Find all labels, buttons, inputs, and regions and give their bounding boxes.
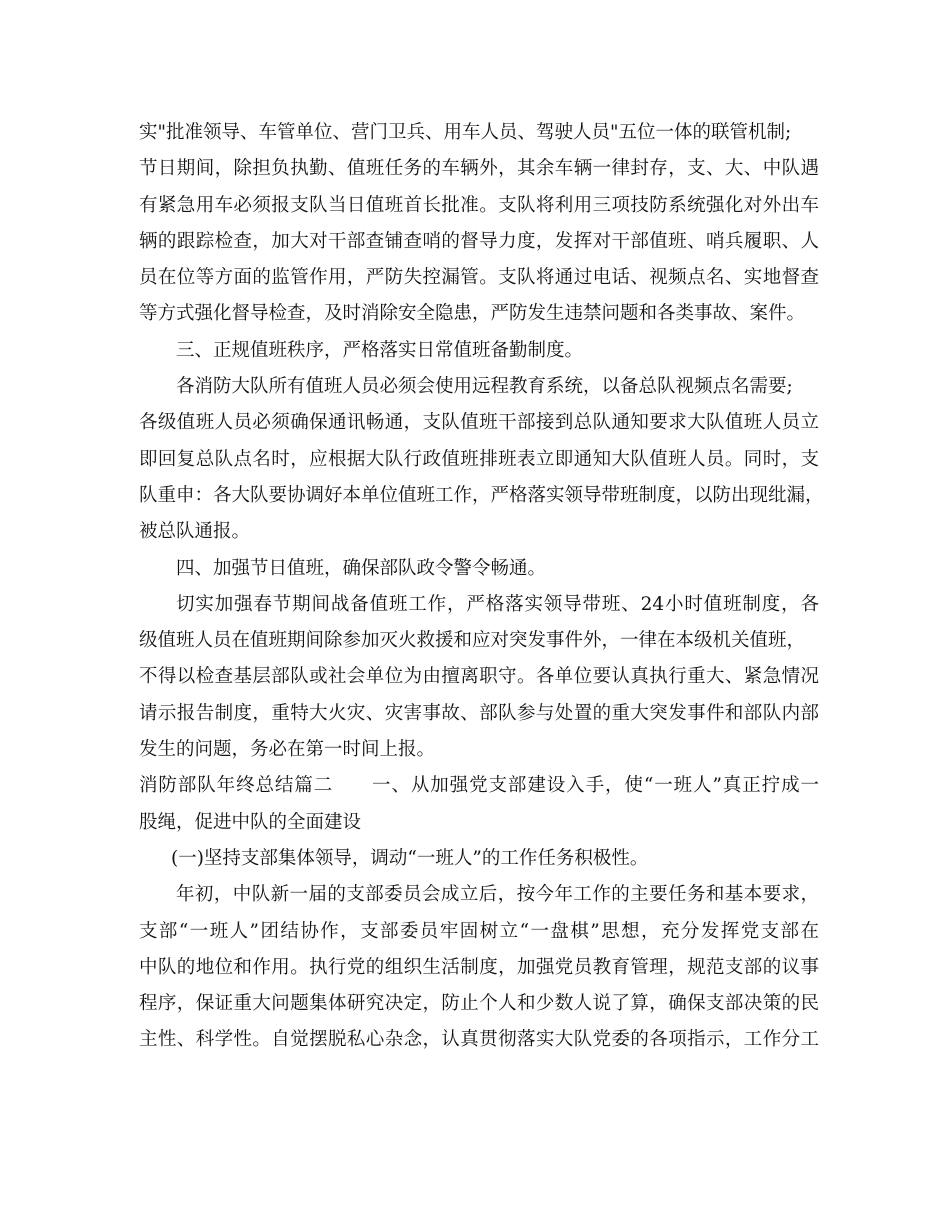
text-line: 队重申：各大队要协调好本单位值班工作，严格落实领导带班制度，以防出现纰漏， (139, 484, 824, 506)
text-line: 即回复总队点名时，应根据大队行政值班排班表立即通知大队值班人员。同时，支 (139, 448, 819, 470)
text-line: 被总队通报。 (139, 521, 251, 543)
text-line: 股绳，促进中队的全面建设 (139, 811, 362, 833)
text-line: 等方式强化督导检查，及时消除安全隐患，严防发生违禁问题和各类事故、案件。 (139, 303, 806, 325)
text-line: 三、正规值班秩序，严格落实日常值班备勤制度。 (176, 339, 584, 361)
text-line: 级值班人员在值班期间除参加灭火救援和应对突发事件外，一律在本级机关值班， (139, 630, 806, 652)
text-line: 各消防大队所有值班人员必须会使用远程教育系统，以备总队视频点名需要; (176, 376, 793, 398)
text-line: 各级值班人员必须确保通讯畅通，支队值班干部接到总队通知要求大队值班人员立 (139, 412, 819, 434)
text-line: 年初，中队新一届的支部委员会成立后，按今年工作的主要任务和基本要求， (176, 884, 819, 906)
text-line: 程序，保证重大问题集体研究决定，防止个人和少数人说了算，确保支部决策的民 (139, 993, 819, 1015)
text-line: 员在位等方面的监管作用，严防失控漏管。支队将通过电话、视频点名、实地督查 (139, 267, 819, 289)
text-line: 消防部队年终总结篇二 一、从加强党支部建设入手，使“一班人”真正拧成一 (139, 775, 819, 797)
text-line: (一)坚持支部集体领导，调动“一班人”的工作任务积极性。 (171, 847, 649, 869)
text-line: 中队的地位和作用。执行党的组织生活制度，加强党员教育管理，规范支部的议事 (139, 956, 819, 978)
text-line: 不得以检查基层部队或社会单位为由擅离职守。各单位要认真执行重大、紧急情况 (139, 666, 819, 688)
document-body (139, 118, 824, 1062)
text-line: 支部“一班人”团结协作，支部委员牢固树立“一盘棋”思想，充分发挥党支部在 (139, 920, 819, 942)
text-line: 切实加强春节期间战备值班工作，严格落实领导带班、24小时值班制度，各 (176, 593, 819, 615)
text-line: 四、加强节日值班，确保部队政令警令畅通。 (176, 557, 547, 579)
text-line: 实"批准领导、车管单位、营门卫兵、用车人员、驾驶人员"五位一体的联管机制; (139, 122, 792, 143)
text-line: 发生的问题，务必在第一时间上报。 (139, 739, 436, 761)
text-line: 节日期间，除担负执勤、值班任务的车辆外，其余车辆一律封存，支、大、中队遇 (139, 158, 819, 180)
text-line: 辆的跟踪检查，加大对干部查铺查哨的督导力度，发挥对干部值班、哨兵履职、人 (139, 230, 819, 252)
text-line: 主性、科学性。自觉摆脱私心杂念，认真贯彻落实大队党委的各项指示，工作分工 (139, 1029, 819, 1051)
text-line: 请示报告制度，重特大火灾、灾害事故、部队参与处置的重大突发事件和部队内部 (139, 702, 819, 724)
text-line: 有紧急用车必须报支队当日值班首长批准。支队将利用三项技防系统强化对外出车 (139, 194, 819, 216)
